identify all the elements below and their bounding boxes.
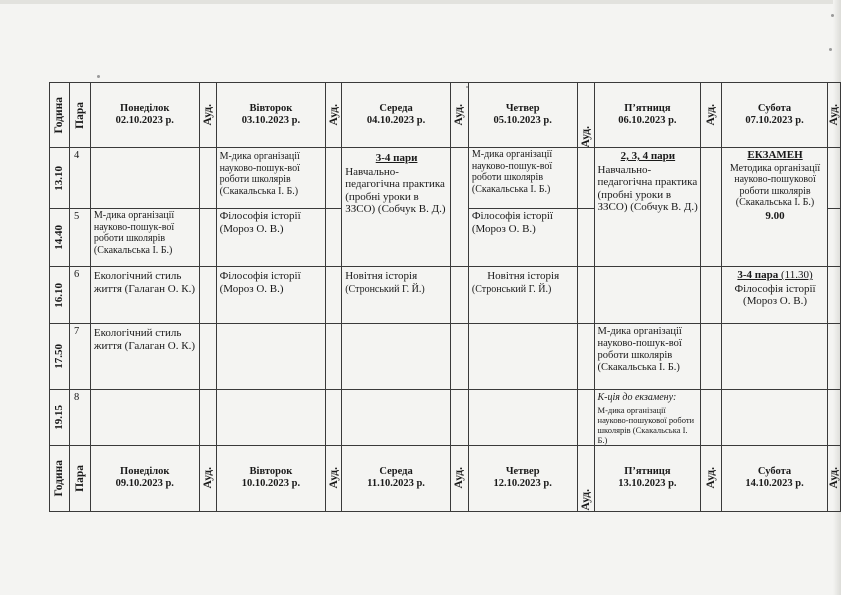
- aud-header: Ауд.: [827, 83, 840, 148]
- sat-pair-label: 3-4 пара: [737, 269, 779, 281]
- day-header-monday: Понеділок 09.10.2023 р.: [90, 445, 199, 511]
- aud-cell: [450, 390, 468, 446]
- schedule-row-pair-6: [50, 267, 841, 324]
- time-cell: 14.40: [50, 209, 70, 267]
- aud-header: Ауд.: [450, 83, 468, 148]
- aud-header: Ауд.: [199, 445, 216, 511]
- lesson-cell-practice: 3-4 пари Навчально-педагогічна практика (пробні уроки в ЗЗСО) (Собчук В. Д.): [342, 148, 451, 267]
- aud-header: Ауд.: [577, 83, 594, 148]
- pair-number: 6: [69, 267, 90, 324]
- lesson-cell-empty: [468, 390, 577, 446]
- day-header-saturday: Субота 14.10.2023 р.: [722, 445, 828, 511]
- aud-cell: [827, 324, 840, 390]
- lesson-cell-empty: [216, 324, 326, 390]
- day-header-thursday: Четвер 05.10.2023 р.: [468, 83, 577, 148]
- schedule-row-pair-8: [50, 390, 841, 446]
- lesson-cell-empty: [722, 390, 828, 446]
- lesson-cell: М-дика організації науково-пошук-вої роботи школярів (Скакальська І. Б.): [594, 324, 701, 390]
- aud-cell: [577, 148, 594, 209]
- lesson-cell: М-дика організації науково-пошук-вої роботи школярів (Скакальська І. Б.): [90, 209, 199, 267]
- lesson-cell: Екологічний стиль життя (Галаган О. К.): [90, 267, 199, 324]
- aud-cell: [701, 148, 722, 267]
- scan-spot: [831, 14, 834, 17]
- aud-header: Ауд.: [827, 445, 840, 511]
- aud-cell: [450, 267, 468, 324]
- aud-cell: [827, 148, 840, 209]
- day-header-tuesday: Вівторок 03.10.2023 р.: [216, 83, 326, 148]
- pair-header: Пара: [69, 83, 90, 148]
- hour-header: Година: [50, 83, 70, 148]
- pair-number: 4: [69, 148, 90, 209]
- aud-cell: [577, 390, 594, 446]
- lesson-cell-empty: [342, 390, 451, 446]
- lesson-cell: Новітня історія (Стронський Г. Й.): [468, 267, 577, 324]
- day-header-saturday: Субота 07.10.2023 р.: [722, 83, 828, 148]
- aud-cell: [701, 267, 722, 324]
- day-header-wednesday: Середа 04.10.2023 р.: [342, 83, 451, 148]
- aud-header: Ауд.: [701, 83, 722, 148]
- aud-cell: [326, 267, 342, 324]
- pair-number: 8: [69, 390, 90, 446]
- lesson-cell: Новітня історія (Стронський Г. Й.): [342, 267, 451, 324]
- lesson-cell-exam: ЕКЗАМЕН Методика організації науково-пошукової роботи школярів (Скакальська І. Б.) 9.00: [722, 148, 828, 267]
- aud-cell: [450, 148, 468, 267]
- hour-header: Година: [50, 445, 70, 511]
- lesson-cell: К-ція до екзамену: М-дика організації науково-пошукової роботи школярів (Скакальська І. Б.): [594, 390, 701, 446]
- lesson-cell-empty: [594, 267, 701, 324]
- pair-number: 7: [69, 324, 90, 390]
- aud-cell: [326, 390, 342, 446]
- aud-header: Ауд.: [450, 445, 468, 511]
- schedule-row-pair-7: [50, 324, 841, 390]
- lesson-cell-empty: [722, 324, 828, 390]
- aud-cell: [326, 209, 342, 267]
- aud-cell: [827, 267, 840, 324]
- aud-cell: [577, 267, 594, 324]
- time-cell: 16.10: [50, 267, 70, 324]
- aud-cell: [199, 324, 216, 390]
- lesson-cell: Екологічний стиль життя (Галаган О. К.): [90, 324, 199, 390]
- lesson-cell: М-дика організації науково-пошук-вої роботи школярів (Скакальська І. Б.): [216, 148, 326, 209]
- aud-cell: [827, 390, 840, 446]
- aud-header: Ауд.: [326, 445, 342, 511]
- scan-spot: [97, 75, 100, 78]
- lesson-cell-empty: [90, 148, 199, 209]
- time-cell: 13.10: [50, 148, 70, 209]
- lesson-cell-practice: 2, 3, 4 пари Навчально-педагогічна практика (пробні уроки в ЗЗСО) (Собчук В. Д.): [594, 148, 701, 267]
- schedule-row-pair-4: [50, 148, 841, 209]
- sat-pair-time: (11.30): [778, 269, 813, 281]
- aud-cell: [199, 390, 216, 446]
- day-header-friday: П’ятниця 13.10.2023 р.: [594, 445, 701, 511]
- lesson-cell: 3-4 пара (11.30) Філософія історії (Мороз О. В.): [722, 267, 828, 324]
- day-header-monday: Понеділок 02.10.2023 р.: [90, 83, 199, 148]
- aud-cell: [199, 209, 216, 267]
- aud-header: Ауд.: [577, 445, 594, 511]
- lesson-cell-empty: [468, 324, 577, 390]
- aud-header: Ауд.: [199, 83, 216, 148]
- lesson-cell: Філософія історії (Мороз О. В.): [216, 267, 326, 324]
- schedule-table: [49, 82, 841, 512]
- day-header-thursday: Четвер 12.10.2023 р.: [468, 445, 577, 511]
- aud-cell: [450, 324, 468, 390]
- scan-spot: [829, 48, 832, 51]
- aud-cell: [577, 209, 594, 267]
- lesson-cell-empty: [216, 390, 326, 446]
- lesson-cell: Філософія історії (Мороз О. В.): [468, 209, 577, 267]
- aud-cell: [577, 324, 594, 390]
- lesson-cell: М-дика організації науково-пошук-вої роботи школярів (Скакальська І. Б.): [468, 148, 577, 209]
- header-row-week1: [50, 83, 841, 148]
- lesson-cell-empty: [342, 324, 451, 390]
- lesson-cell: Філософія історії (Мороз О. В.): [216, 209, 326, 267]
- aud-header: Ауд.: [326, 83, 342, 148]
- day-header-friday: П’ятниця 06.10.2023 р.: [594, 83, 701, 148]
- time-cell: 19.15: [50, 390, 70, 446]
- pair-number: 5: [69, 209, 90, 267]
- aud-cell: [827, 209, 840, 267]
- time-cell: 17.50: [50, 324, 70, 390]
- aud-cell: [701, 324, 722, 390]
- pair-header: Пара: [69, 445, 90, 511]
- aud-header: Ауд.: [701, 445, 722, 511]
- scan-edge-top: [0, 0, 841, 4]
- aud-cell: [199, 267, 216, 324]
- aud-cell: [326, 324, 342, 390]
- lesson-cell-empty: [90, 390, 199, 446]
- aud-cell: [199, 148, 216, 209]
- day-header-tuesday: Вівторок 10.10.2023 р.: [216, 445, 326, 511]
- aud-cell: [701, 390, 722, 446]
- aud-cell: [326, 148, 342, 209]
- header-row-week2: [50, 445, 841, 511]
- day-header-wednesday: Середа 11.10.2023 р.: [342, 445, 451, 511]
